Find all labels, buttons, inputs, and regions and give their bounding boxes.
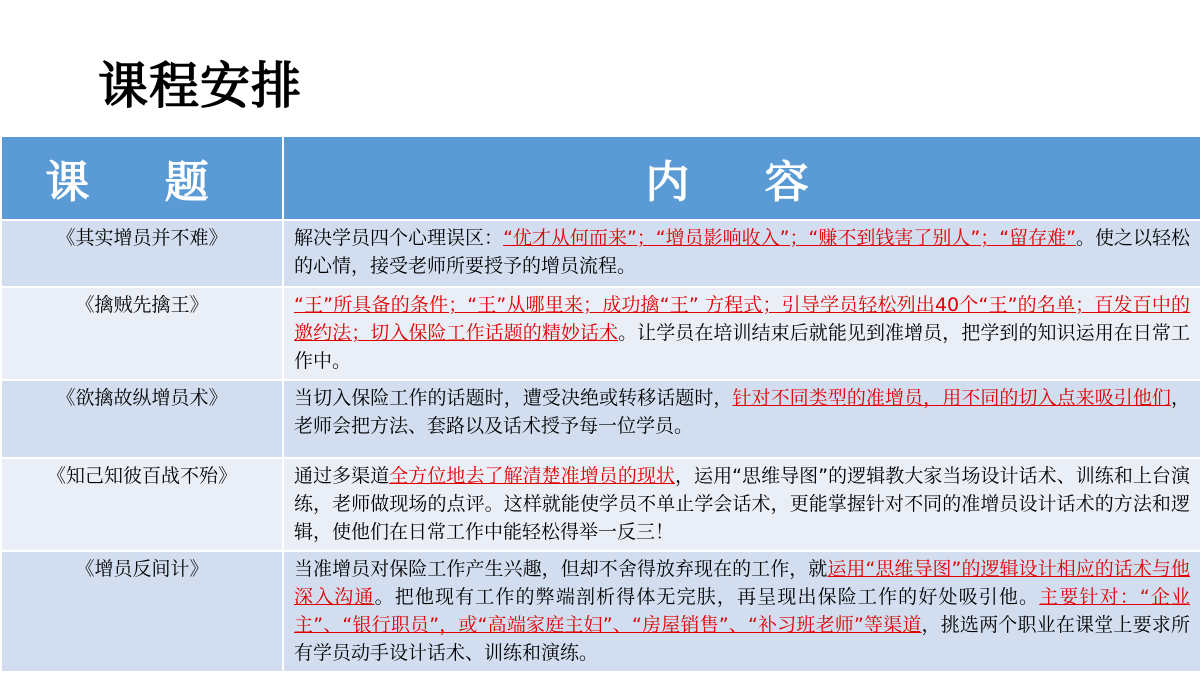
content-segment: ，老师会把方法、套路以及话术授予每一位学员。	[294, 387, 1190, 437]
table-row	[1, 458, 1200, 551]
course-schedule-table	[0, 135, 1200, 673]
content-segment: ，运用“思维导图”的逻辑教大家当场设计话术、训练和上台演练，老师做现场的点评。这样就能使学员不单止学会话术，更能掌握针对不同的准增员设计话术的方法和逻辑，使他们在日常工作中能轻松得举一反三！	[294, 465, 1190, 543]
table-row	[1, 551, 1200, 672]
row-content	[283, 551, 1200, 672]
header-topic: 课 题	[1, 136, 283, 220]
row-topic: 《欲擒故纵增员术》	[1, 380, 283, 458]
content-segment: 解决学员四个心理误区：	[294, 227, 504, 249]
content-segment: 。使之以轻松的心情，接受老师所要授予的增员流程。	[294, 227, 1190, 277]
content-highlight: “优才从何而来”；“增员影响收入”；“赚不到钱害了别人”；“留存难”	[503, 227, 1076, 249]
row-topic: 《擒贼先擒王》	[1, 287, 283, 380]
content-segment: 通过多渠道	[294, 465, 390, 487]
content-highlight: 针对不同类型的准增员，用不同的切入点来吸引他们	[732, 387, 1171, 409]
table-row	[1, 287, 1200, 380]
content-segment: 当切入保险工作的话题时，遭受决绝或转移话题时，	[294, 387, 733, 409]
content-segment: 当准增员对保险工作产生兴趣，但却不舍得放弃现在的工作，就	[294, 558, 828, 580]
row-topic: 《增员反间计》	[1, 551, 283, 672]
row-topic: 《知己知彼百战不殆》	[1, 458, 283, 551]
table-row	[1, 220, 1200, 287]
row-content	[283, 380, 1200, 458]
content-highlight: 主要针对：“企业主”、“银行职员”，或“高端家庭主妇”、“房屋销售”、“补习班老师”等渠道	[294, 586, 1190, 636]
content-segment: 。让学员在培训结束后就能见到准增员，把学到的知识运用在日常工作中。	[294, 322, 1190, 372]
content-highlight: 运用“思维导图”的逻辑设计相应的话术与他深入沟通	[294, 558, 1190, 608]
table-header-row	[1, 136, 1200, 220]
content-segment: 。把他现有工作的弊端剖析得体无完肤，再呈现出保险工作的好处吸引他。	[374, 586, 1040, 608]
content-segment: ，挑选两个职业在课堂上要求所有学员动手设计话术、训练和演练。	[294, 614, 1190, 664]
row-content	[283, 220, 1200, 287]
content-highlight: “王”所具备的条件；“王”从哪里来；成功擒“王” 方程式；引导学员轻松列出40个“王”的名单；百发百中的邀约法；切入保险工作话题的精妙话术	[294, 294, 1190, 344]
row-content	[283, 458, 1200, 551]
table-row	[1, 380, 1200, 458]
page-title: 课程安排	[98, 57, 302, 115]
row-topic: 《其实增员并不难》	[1, 220, 283, 287]
content-highlight: 全方位地去了解清楚准增员的现状	[389, 465, 675, 487]
header-content: 内 容	[283, 136, 1200, 220]
row-content	[283, 287, 1200, 380]
